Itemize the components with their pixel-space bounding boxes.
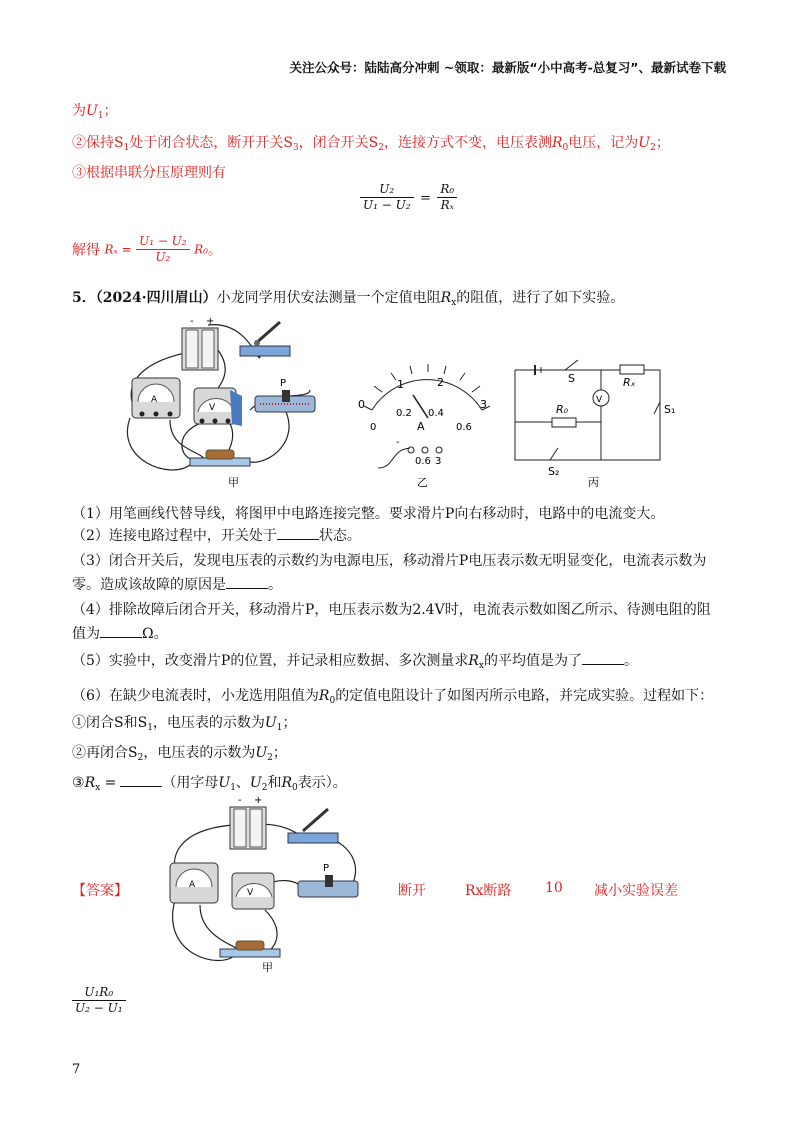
scale-bottom-0: 0 [370, 422, 377, 433]
step-2: ②再闭合$S_2$，电压表的示数为$U_2$； [72, 745, 287, 763]
question-stem: 5．（2024·四川眉山）小龙同学用伏安法测量一个定值电阻$R_x$的阻值，进行了如下实验。 [72, 290, 625, 308]
scale-top-3: 3 [480, 398, 487, 411]
step-1: ①闭合S和$S_1$，电压表的示数为$U_1$； [72, 715, 297, 733]
ratio-equation: $\frac{\text{U₂}}{\text{U₁ − U₂}}$ = $\frac{\text{R₀}}{\text{Rₓ}}$ [360, 182, 457, 213]
q2-line: （2）连接电路过程中，开关处于 状态。 [72, 528, 361, 544]
figure-jia [127, 316, 315, 489]
q3-blank [226, 588, 268, 589]
terminal-minus: - [396, 437, 400, 448]
prev-line-3: ③根据串联分压原理则有 [72, 165, 226, 181]
answer-5: 减小实验误差 [594, 883, 678, 899]
bing-s1-label: S₁ [664, 403, 676, 416]
page-number: 7 [72, 1062, 81, 1077]
answer-6-fraction: $\frac{\text{U₁R₀}}{\text{U₂ − U₁}}$ [72, 985, 126, 1016]
scale-top-0: 0 [358, 398, 365, 411]
answer-6 [72, 985, 126, 1016]
battery-minus: - [190, 316, 194, 327]
figure-yi [358, 364, 490, 489]
scale-top-1: 1 [397, 378, 404, 391]
figure-bing [515, 360, 660, 460]
prev-line-1: 为$U_1$； [72, 103, 118, 121]
terminal-3: 3 [435, 456, 442, 467]
step-3: $③R_x$ = （用字母$U_1$、$U_2$和$R_0$表示）。 [72, 775, 347, 793]
answer-figure [160, 795, 380, 975]
answer-slider-label: P [323, 863, 330, 874]
answer-2: 断开 [398, 883, 426, 899]
q3-line-2: 零。造成该故障的原因是 。 [72, 577, 282, 593]
slider-label: P [280, 378, 287, 389]
answer-battery-plus: + [254, 795, 263, 806]
bing-s-label: S [568, 372, 575, 385]
scale-bottom-2: 0.4 [428, 408, 444, 419]
bing-s2-label: S₂ [548, 465, 560, 478]
q4-line-1: （4）排除故障后闭合开关，移动滑片P，电压表示数为2.4V时，电流表示数如图乙所示、待测电阻的阻 [72, 602, 711, 618]
ammeter-label: A [151, 395, 158, 405]
voltmeter-label: V [209, 403, 216, 413]
q1-line: （1）用笔画线代替导线，将图甲中电路连接完整。要求滑片P向右移动时，电路中的电流变大。 [72, 506, 665, 522]
solve-line: 解得 Rₓ = $\frac{\text{U₁ − U₂}}{\text{U₂}}$ R₀。 [72, 234, 222, 264]
q2-blank [277, 539, 319, 540]
q4-line-2: 值为 Ω。 [72, 626, 168, 642]
figure-yi-caption: 乙 [417, 476, 428, 489]
figure-bing-labels [548, 372, 675, 489]
figure-jia-caption: 甲 [228, 476, 239, 489]
q6-line: （6）在缺少电流表时，小龙选用阻值为$R_0$的定值电阻设计了如图丙所示电路，并完成实验。过程如下： [72, 688, 714, 706]
battery-plus: + [206, 316, 215, 327]
answer-ammeter-label: A [189, 880, 196, 890]
answer-battery-minus: - [238, 795, 242, 806]
answer-voltmeter-label: V [247, 888, 254, 898]
eq-left-fraction: $\frac{\text{U₂}}{\text{U₁ − U₂}}$ [360, 182, 414, 213]
terminal-06: 0.6 [415, 456, 431, 467]
bing-v-label: V [596, 395, 603, 405]
q5-blank [582, 664, 624, 665]
scale-top-2: 2 [437, 376, 444, 389]
q4-blank [100, 637, 142, 638]
answer-label: 【答案】 [72, 883, 128, 899]
eq-right-fraction: $\frac{\text{R₀}}{\text{Rₓ}}$ [437, 182, 457, 213]
figure-bing-caption: 丙 [588, 476, 599, 489]
answer-figure-caption: 甲 [262, 961, 273, 974]
q3-line-1: （3）闭合开关后，发现电压表的示数约为电源电压，移动滑片P电压表示数无明显变化，电流表示数为 [72, 553, 707, 569]
answer-3: Rx断路 [465, 883, 512, 899]
scale-bottom-1: 0.2 [396, 408, 412, 419]
q5-line: （5）实验中，改变滑片P的位置，并记录相应数据、多次测量求$R_x$的平均值是为了 。 [72, 653, 638, 671]
prev-line-2: ②保持$S_1$处于闭合状态，断开开关$S_3$，闭合开关$S_2$，连接方式不变，电压表测$R_0$电压，记为$U_2$； [72, 135, 670, 153]
step3-blank [120, 786, 162, 787]
bing-r0-label: R₀ [556, 403, 569, 416]
scale-bottom-3: 0.6 [456, 422, 472, 433]
solve-fraction: $\frac{\text{U₁ − U₂}}{\text{U₂}}$ [136, 234, 190, 265]
bing-rx-label: Rₓ [623, 376, 636, 389]
figures-row [110, 310, 710, 490]
meter-unit-a: A [417, 420, 425, 433]
page-header: 关注公众号：陆陆高分冲刺 ~领取：最新版“小中高考-总复习”、最新试卷下载 [289, 60, 726, 75]
answer-4: 10 [545, 880, 563, 896]
